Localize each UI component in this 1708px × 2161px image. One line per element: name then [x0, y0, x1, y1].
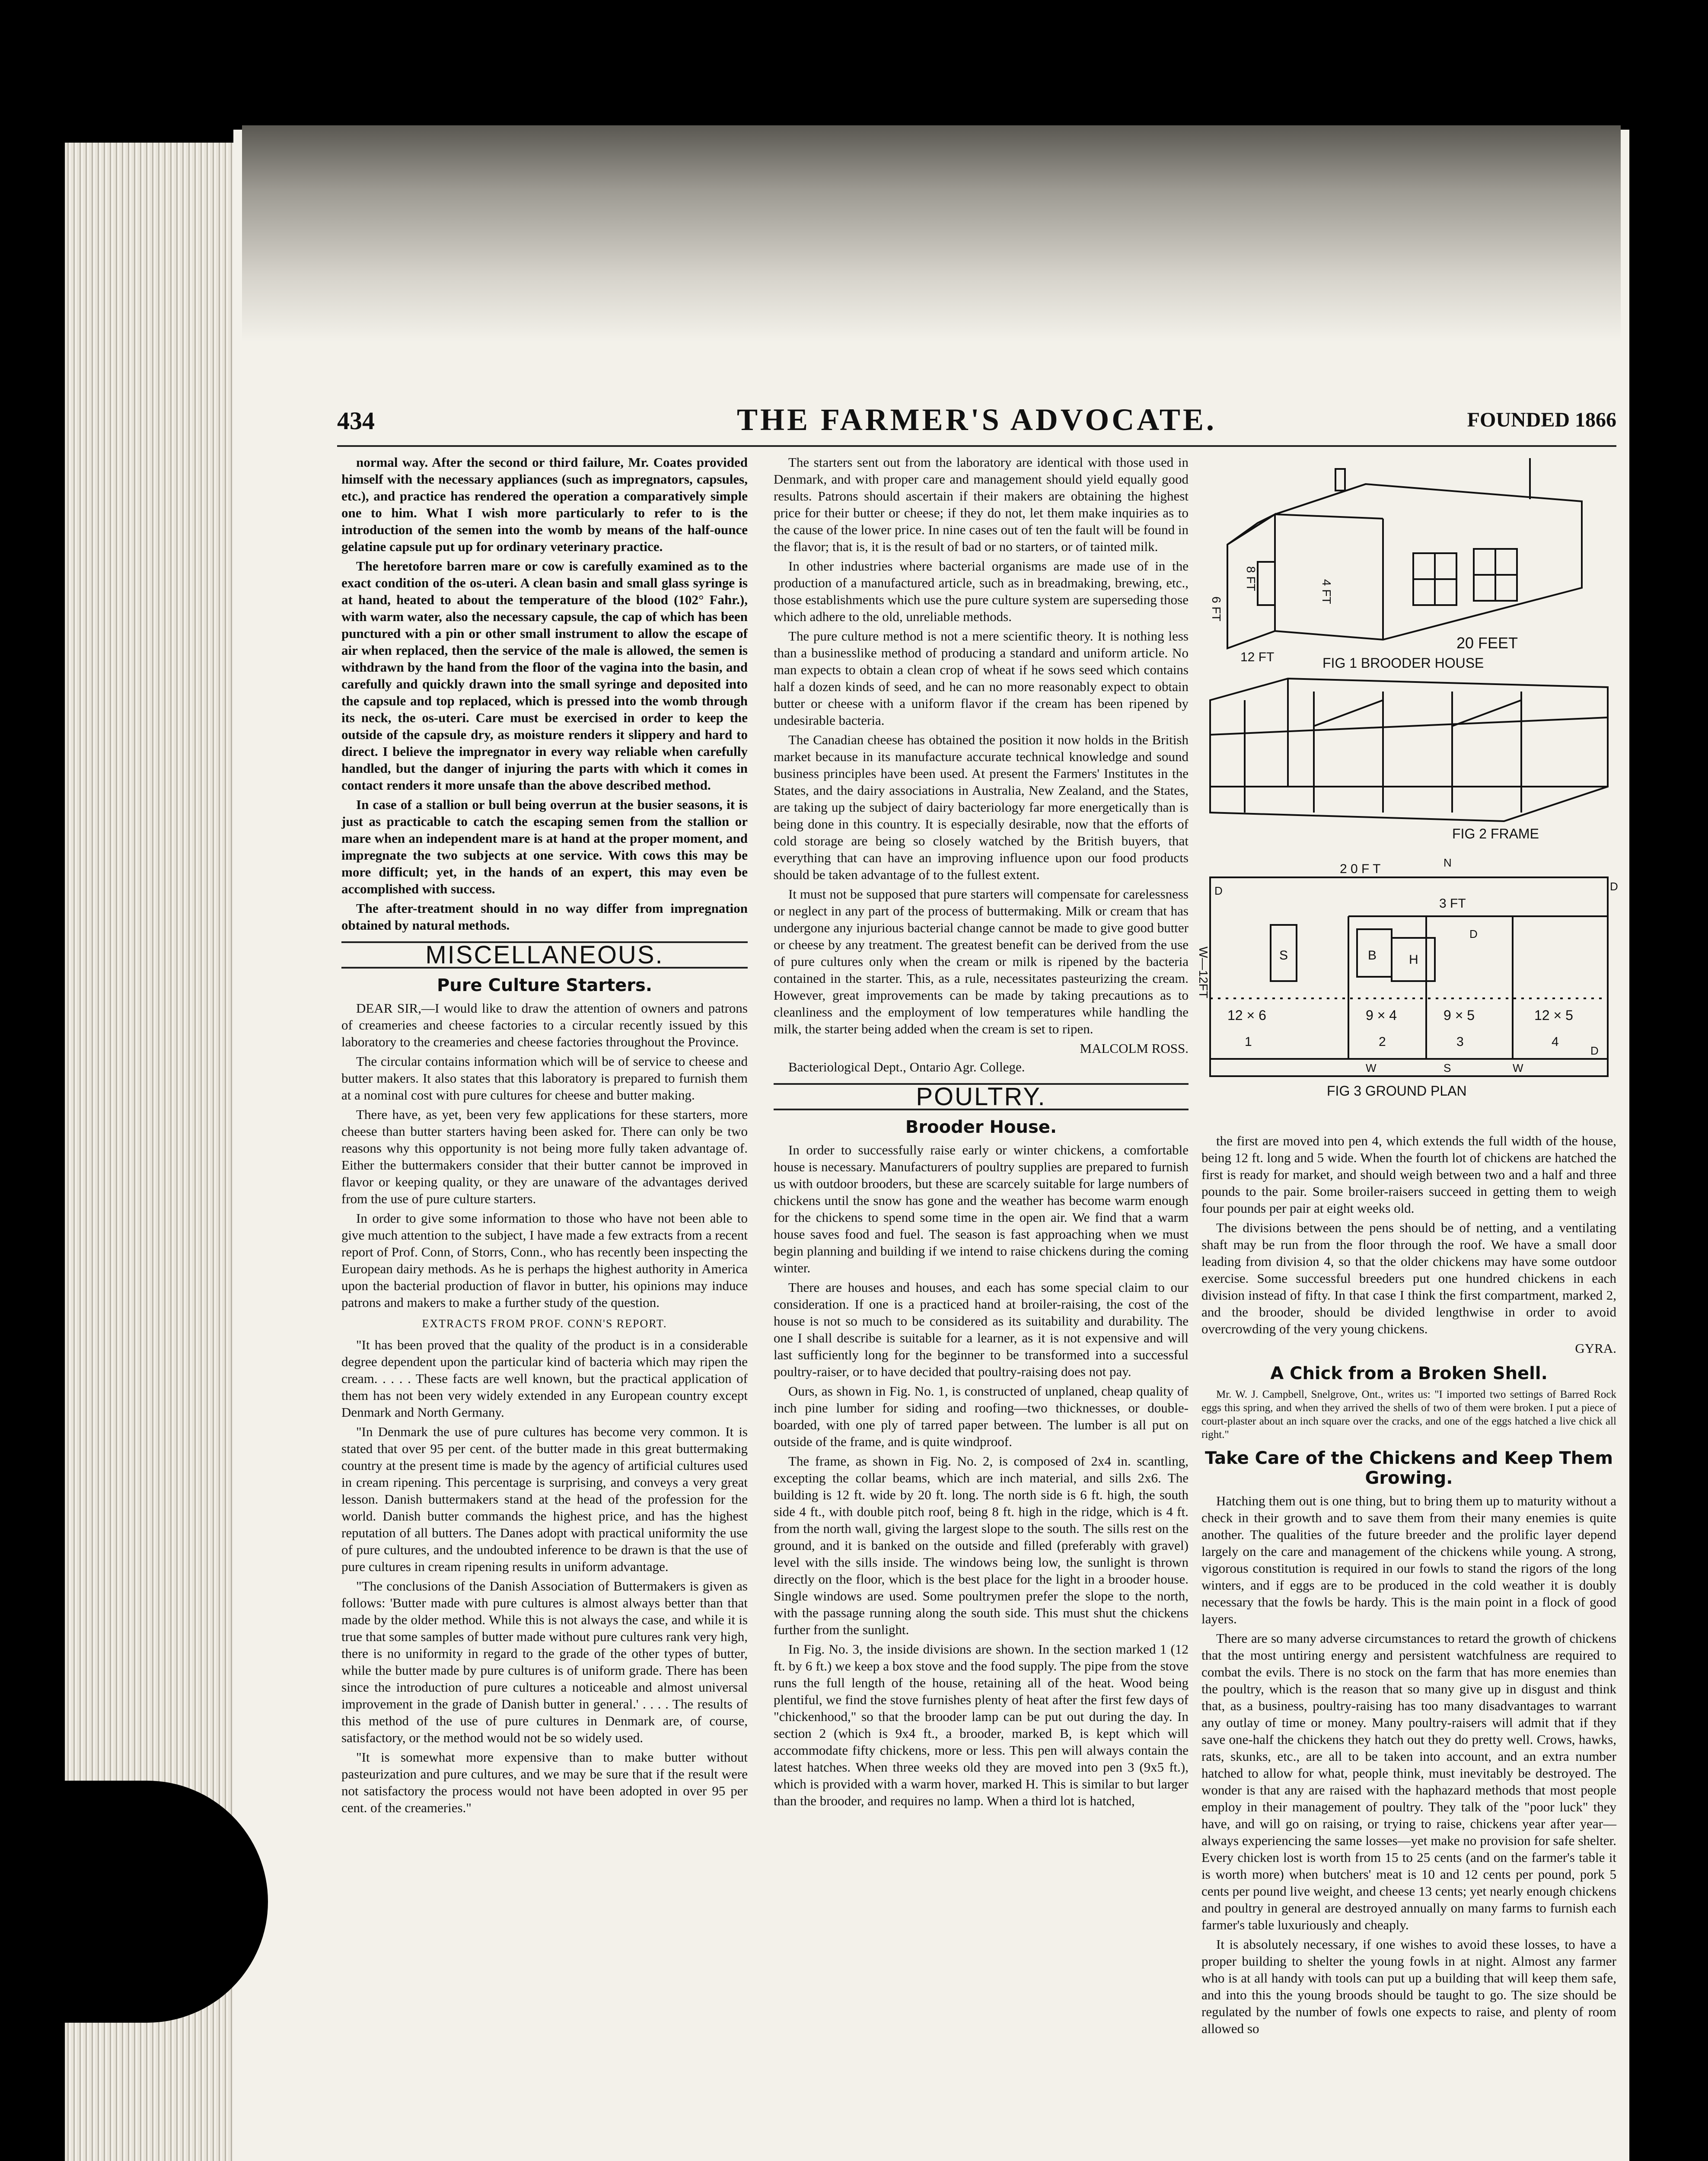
paragraph: DEAR SIR,—I would like to draw the attention of owners and patrons of creameries and cheese factories to a circular recently issued by this laboratory to the creameries and cheese factories throughout the Province. [341, 1001, 748, 1049]
fig3-window-2: W [1513, 1061, 1523, 1074]
subheading: EXTRACTS FROM PROF. CONN'S REPORT. [422, 1317, 667, 1330]
paragraph: the first are moved into pen 4, which extends the full width of the house, being 12 ft. long and 5 wide. When the fourth lot of chickens are hatched the first is ready for market, and should weigh between two and a half and three pounds to the pair. Some broiler-raisers succeed in getting them to weigh four pounds per pair at eight weeks old. [1201, 1133, 1616, 1216]
paragraph: There have, as yet, been very few applications for these starters, more cheese than butter starters having been asked for. There can only be two reasons why this opportunity is not being more fully taken advantage of. Either the buttermakers consider that their butter cannot be improved in flavor or keeping quality, or they are unaware of the advantages derived from the use of pure culture starters. [341, 1107, 748, 1206]
paragraph: "The conclusions of the Danish Association of Buttermakers is given as follows: 'Butter made with pure cultures is almost always better than that made by the older method. While this is not always the case, and while it is true that some samples of butter made without pure cultures rank very high, there is no uniformity in regard to the grade of the other types of butter, while the butter made by pure cultures is of uniform grade. There has been since the introduction of pure cultures a noticeable and almost universal improvement in the grade of Danish butter in general.' . . . . The results of this method of the use of pure cultures in Denmark are, of course, satisfactory, or the method would not be so widely used. [341, 1578, 748, 1745]
fig3-cell-b: B [1368, 948, 1377, 963]
paragraph: In case of a stallion or bull being overrun at the busier seasons, it is just as practicable to catch the escaping semen from the stallion or mare when an independent mare is at hand at the proper moment, and impregnate the two subjects at one service. With cows this may be more difficult; yet, in the hands of an expert, this may even be accomplished with success. [341, 797, 748, 896]
column-1 [341, 454, 748, 1819]
page-number: 434 [337, 407, 375, 435]
fig3-door-4: D [1590, 1044, 1599, 1057]
fig1-caption: FIG 1 BROODER HOUSE [1322, 655, 1484, 671]
signature-place: Bacteriological Dept., Ontario Agr. College. [788, 1059, 1025, 1074]
paragraph: In order to successfully raise early or winter chickens, a comfortable house is necessary. Manufacturers of poultry supplies are prepared to furnish us with outdoor brooders, but these are scarcely suitable for large numbers of chickens until the snow has gone and the weather has become warm enough for the chickens to spend some time in the open air. We find that a warm house saves food and fuel. The season is fast approaching when we must begin planning and building if we intend to raise chickens during the coming winter. [774, 1142, 1189, 1275]
fig1-label-8ft: 8 FT [1244, 566, 1258, 591]
paragraph: The heretofore barren mare or cow is carefully examined as to the exact condition of the os-uteri. A clean basin and small glass syringe is at hand, heated to about the temperature of the blood (102° Fahr.), with warm water, also the necessary capsule, the cap of which has been punctured with a pin or other small instrument to allow the escape of air when replaced, then the service of the male is allowed, the semen is withdrawn by the hand from the floor of the vagina into the basin, and carefully and quickly drawn into the small syringe and deposited into the capsule and top replaced, which is pressed into the womb through its neck, the os-uteri. Care must be exercised in order to keep the outside of the capsule dry, as moisture renders it slippery and hard to direct. I believe the impregnator in every way reliable when carefully handled, but the danger of injuring the parts with which it comes in contact renders it more unsafe than the above described method. [341, 558, 748, 793]
paragraph: The starters sent out from the laboratory are identical with those used in Denmark, and with proper care and management should yield equally good results. Patrons should ascertain if their makers are obtaining the highest price for their butter or cheese; if they do not, let them make inquiries as to the cause of the lower price. In nine cases out of ten the fault will be found in the flavor; that is, it is the result of bad or no starters, or of tainted milk. [774, 455, 1189, 554]
fig3-plan-drawing [1210, 877, 1608, 1076]
article-title: A Chick from a Broken Shell. [1270, 1364, 1548, 1383]
fig2-frame-drawing [1210, 679, 1608, 821]
fig3-door-3: D [1610, 880, 1618, 893]
article-title: Pure Culture Starters. [437, 975, 653, 995]
brooder-figures [1197, 458, 1618, 1124]
fig3-door-1: D [1214, 884, 1223, 897]
paragraph: Ours, as shown in Fig. No. 1, is constructed of unplaned, cheap quality of inch pine lumber for siding and roofing—two thicknesses, or double-boarded, with one ply of tarred paper between. The lumber is all put on outside of the frame, and is quite windproof. [774, 1383, 1189, 1449]
section-title-miscellaneous: MISCELLANEOUS. [341, 941, 748, 969]
paragraph: It is absolutely necessary, if one wishes to avoid these losses, to have a proper building to shelter the young fowls in at night. Almost any farmer who is at all handy with tools can put up a building that will keep them safe, and into this the young broods should be taught to go. The size should be regulated by the number of fowls one expects to raise, and plenty of room allowed so [1201, 1937, 1616, 2036]
fig3-cell-h: H [1409, 953, 1418, 967]
paragraph: In order to give some information to those who have not been able to give much attention to the subject, I have made a few extracts from a recent report of Prof. Conn, of Storrs, Conn., who has recently been inspecting the European dairy methods. As he is perhaps the highest authority in America upon the bacterial production of flavor in butter, his opinions may induce patrons and makers to make a further study of the question. [341, 1211, 748, 1310]
paragraph: The circular contains information which will be of service to cheese and butter makers. It also states that this laboratory is prepared to furnish them at a nominal cost with pure cultures for cheese and butter making. [341, 1054, 748, 1103]
founded-label: FOUNDED 1866 [1467, 408, 1616, 431]
fig1-house-drawing [1227, 458, 1582, 648]
fig3-size-4: 12 × 5 [1534, 1007, 1573, 1023]
fig1-label-4ft: 4 FT [1320, 579, 1333, 604]
fig1-label-20ft: 20 FEET [1456, 634, 1518, 652]
column-3 [1201, 1132, 1616, 2040]
figures-svg [1197, 458, 1618, 1124]
paragraph: The frame, as shown in Fig. No. 2, is composed of 2x4 in. scantling, excepting the collar beams, which are inch material, and sills 2x6. The building is 12 ft. wide by 20 ft. long. The north side is 6 ft. high, the south side 4 ft., with double pitch roof, being 8 ft. high in the ridge, which is 4 ft. from the north wall, giving the largest slope to the south. The sills rest on the ground, and it is banked on the outside and filled (preferably with gravel) level with the sills inside. The windows being low, the sunlight is thrown directly on the floor, which is the best place for the light in a brooder house. Single windows are used. Some poultrymen prefer the slope to the north, with the passage running along the south side. This must shut the chickens further from the sunlight. [774, 1453, 1189, 1637]
fig3-num-3: 3 [1456, 1035, 1464, 1049]
paragraph: "It is somewhat more expensive than to make butter without pasteurization and pure cultures, and we may be sure that if the result were not satisfactory the process would not have been adopted in over 95 per cent. of the creameries." [341, 1750, 748, 1815]
fig3-num-4: 4 [1552, 1035, 1559, 1049]
article-title: Take Care of the Chickens and Keep Them Growing. [1205, 1448, 1613, 1488]
fig3-3ft: 3 FT [1439, 896, 1466, 911]
signature: GYRA. [1575, 1341, 1616, 1356]
fig3-window-1: W [1366, 1061, 1377, 1074]
fig3-stove: S [1444, 1061, 1451, 1074]
fig3-cell-s: S [1279, 948, 1288, 963]
header-rule [337, 445, 1616, 447]
page-header [337, 402, 1616, 441]
paragraph: "It has been proved that the quality of the product is in a considerable degree dependent upon the particular kind of bacteria which may ripen the cream. . . . . These facts are well known, but the practical application of them has not been very widely extended in any European country except Denmark and North Germany. [341, 1337, 748, 1420]
paragraph: There are so many adverse circumstances to retard the growth of chickens that the most untiring energy and persistent watchfulness are required to combat the evils. There is no stock on the farm that has more enemies than the poultry, which is the reason that so many give up in disgust and think that, as a business, poultry-raising has too many disadvantages to warrant any outlay of time or money. Many poultry-raisers will admit that if they save one-half the chickens they hatch out they do pretty well. Crows, hawks, rats, skunks, etc., are all to be taken into account, and an extra number hatched to allow for what, people think, must inevitably be destroyed. The wonder is that any are raised with the haphazard methods that most people employ in their management of poultry. They talk of the "poor luck" they have, and will go on raising, or trying to raise, chickens year after year—always experiencing the same losses—yet make no provision for safe shelter. Every chicken lost is worth from 15 to 25 cents (and on the farmer's table it is worth more) when butchers' meat is 10 and 12 cents per pound, pork 5 cents per pound live weight, and cheese 13 cents; yet nearly enough chickens and poultry in general are destroyed annually on many farms to furnish each farmer's table luxuriously and cheaply. [1201, 1631, 1616, 1932]
paragraph: In Fig. No. 3, the inside divisions are shown. In the section marked 1 (12 ft. by 6 ft.) we keep a box stove and the food supply. The pipe from the stove runs the full length of the house, retaining all of the heat. Wood being plentiful, we find the stove furnishes plenty of heat after the first few days of "chickenhood," so that the brooder lamp can be put out during the day. In section 2 (which is 9x4 ft., a brooder, marked B, is kept which will accommodate fifty chickens, more or less. This pen will always contain the latest hatches. When three weeks old they are moved into pen 3 (9x5 ft.), which is provided with a warm hover, marked H. This is similar to but larger than the brooder, and requires no lamp. When a third lot is hatched, [774, 1641, 1189, 1808]
paragraph: There are houses and houses, and each has some special claim to our consideration. If one is a practiced hand at broiler-raising, the cost of the house is not so much to be considered as its suitability and durability. The one I shall describe is suitable for a learner, as it is not expensive and will last sufficiently long for the beginner to be transformed into a successful poultry-raiser, or to have decided that poultry-raising does not pay. [774, 1280, 1189, 1379]
paragraph: Mr. W. J. Campbell, Snelgrove, Ont., writes us: "I imported two settings of Barred Rock eggs this spring, and when they arrived the shells of two of them were broken. I put a piece of court-plaster about an inch square over the cracks, and one of the eggs hatched a live chick all right." [1201, 1389, 1616, 1441]
page-curl-shadow [242, 125, 1621, 341]
fig1-label-12ft: 12 FT [1240, 650, 1275, 664]
fig1-label-6ft: 6 FT [1210, 596, 1223, 622]
fig3-north: N [1444, 856, 1452, 869]
paragraph: It must not be supposed that pure starters will compensate for carelessness or neglect in any part of the process of buttermaking. Milk or cream that has undergone any injurious bacterial change cannot be made to give good butter or cheese by any treatment. The greatest benefit can be derived from the use of pure cultures only when the cream or milk is ripened by the bacteria contained in the starter. This, as a rule, necessitates pasteurizing the cream. However, great improvements can be made by taking precautions as to cleanliness and the employment of low temperatures while handling the milk, the starter being added when the cream is set to ripen. [774, 886, 1189, 1036]
paragraph: The divisions between the pens should be of netting, and a ventilating shaft may be run from the floor through the roof. We have a small door leading from division 4, so that the older chickens may have some outdoor exercise. Some successful breeders put one hundred chickens in each division instead of fifty. In that case I think the first compartment, marked 2, and the brooder, should be divided lengthwise in order to avoid overcrowding of the very young chickens. [1201, 1220, 1616, 1336]
fig2-caption: FIG 2 FRAME [1452, 826, 1539, 841]
fig3-caption: FIG 3 GROUND PLAN [1327, 1083, 1467, 1099]
paragraph: "In Denmark the use of pure cultures has become very common. It is stated that over 95 per cent. of the butter made in this great buttermaking country at the present time is made by the agency of artificial cultures used in cream ripening. This percentage is surprising, and conveys a very great lesson. Danish buttermakers stand at the head of the profession for the world. Danish butter commands the highest price, and has the highest reputation of all butters. The Danes adopt with practical uniformity the use of pure cultures, and the undoubted inference to be drawn is that the use of pure cultures in cream ripening results in uniform advantage. [341, 1424, 748, 1574]
paragraph: Hatching them out is one thing, but to bring them up to maturity without a check in their growth and to save them from their many enemies is quite another. The qualities of the future breeder and the prolific layer depend largely on the care and management of the chickens while young. A strong, vigorous constitution is required in our fowls to stand the rigors of the long winters, and if eggs are to be produced in the cold weather it is doubly necessary that the fowls be hardy. This is the main point in a flock of good layers. [1201, 1493, 1616, 1626]
paragraph: In other industries where bacterial organisms are made use of in the production of a manufactured article, such as in breadmaking, brewing, etc., those establishments which use the pure culture system are superseding those which adhere to the old, unreliable methods. [774, 558, 1189, 624]
column-2 [774, 454, 1189, 1812]
paragraph: normal way. After the second or third failure, Mr. Coates provided himself with the necessary appliances (such as impregnators, capsules, etc.), and practice has rendered the operation a comparatively simple one to him. What I wish more particularly to refer to is the introduction of the semen into the womb by means of the half-ounce gelatine capsule put up for ordinary veterinary practice. [341, 455, 748, 554]
fig3-size-2: 9 × 4 [1366, 1007, 1397, 1023]
fig3-side: W—12FT [1197, 947, 1210, 998]
paragraph: The after-treatment should in no way differ from impregnation obtained by natural methods. [341, 901, 748, 933]
fig3-num-1: 1 [1245, 1035, 1252, 1049]
fig3-size-1: 12 × 6 [1227, 1007, 1266, 1023]
fig3-top-dimension: 2 0 F T [1340, 862, 1381, 876]
article-title: Brooder House. [905, 1117, 1057, 1137]
paragraph: The pure culture method is not a mere scientific theory. It is nothing less than a businesslike method of producing a standard and uniform article. No man expects to obtain a clean crop of wheat if he sows seed which contains half a dozen kinds of seed, and he can no more reasonably expect to obtain butter or cheese with a uniform flavor if the cream has been ripened by undesirable bacteria. [774, 628, 1189, 728]
thumb-shadow [0, 1781, 268, 2023]
masthead-title: THE FARMER'S ADVOCATE. [737, 402, 1217, 437]
signature: MALCOLM ROSS. [1080, 1041, 1189, 1056]
fig3-door-2: D [1469, 928, 1478, 940]
fig3-size-3: 9 × 5 [1444, 1007, 1475, 1023]
fig3-num-2: 2 [1379, 1035, 1386, 1049]
paragraph: The Canadian cheese has obtained the position it now holds in the British market because in its manufacture accurate technical knowledge and sound business principles have been used. At present the Farmers' Institutes in the States, and the dairy associations in Australia, New Zealand, and the States, are taking up the subject of dairy bacteriology far more energetically than is being done in this country. It is especially desirable, now that the efforts of cold storage are being so closely watched by the British buyers, that everything that can have an improving influence upon our food products should be taken advantage of to the fullest extent. [774, 732, 1189, 882]
section-title-poultry: POULTRY. [774, 1083, 1189, 1110]
